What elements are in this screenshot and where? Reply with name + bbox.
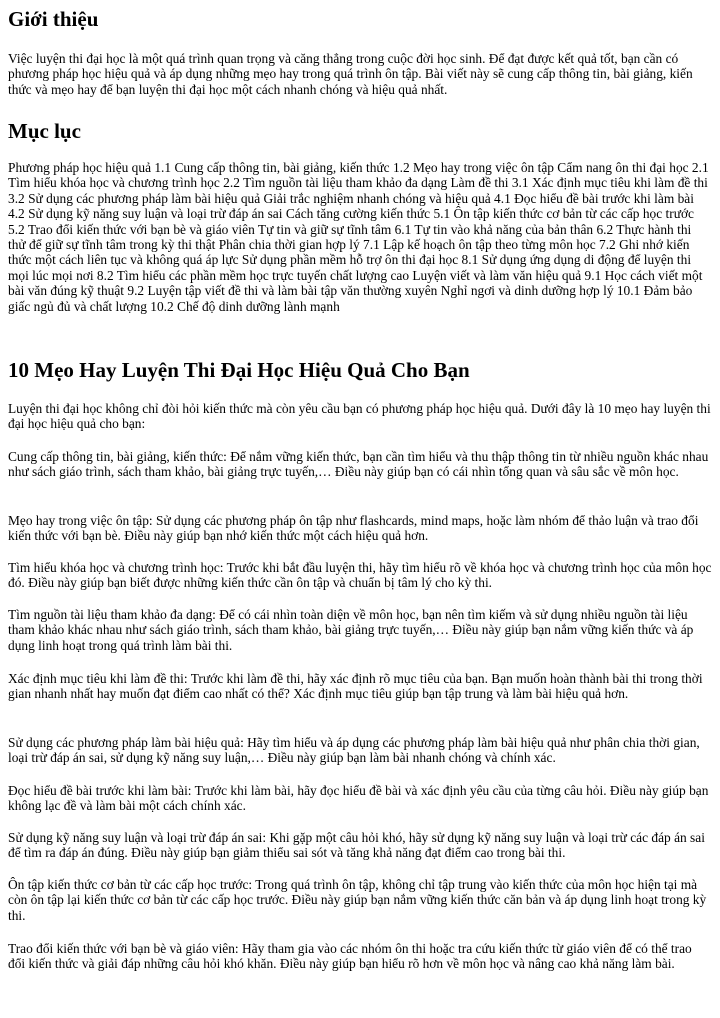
tip-paragraph-8: Sử dụng kỹ năng suy luận và loại trừ đáp án sai: Khi gặp một câu hỏi khó, hãy sử dụng kỹ năng suy luận và loại trừ các đáp án sai để tìm ra đáp án đúng. Điều này giúp bạn giảm thiểu sai sót và tăng khả năng đạt điểm cao trong bài thi.	[8, 830, 705, 861]
tip-paragraph-4: Tìm nguồn tài liệu tham khảo đa dạng: Để có cái nhìn toàn diện về môn học, bạn nên tìm kiếm và sử dụng nhiều nguồn tài liệu tham khảo khác nhau như sách giáo trình, sách tham khảo, bài giảng trực tuyến,… Điều này giúp bạn nắm vững kiến thức và áp dụng linh hoạt trong quá trình làm bài thi.	[8, 607, 694, 653]
intro-paragraph: Việc luyện thi đại học là một quá trình quan trọng và căng thẳng trong cuộc đời học sinh. Để đạt được kết quả tốt, bạn cần có phương pháp học hiệu quả và áp dụng những mẹo hay trong quá trình ôn tập. Bài viết này sẽ cung cấp thông tin, bài giảng, kiến thức và mẹo hay để bạn luyện thi đại học một cách nhanh chóng và hiệu quả nhất.	[8, 51, 693, 97]
toc-paragraph: Phương pháp học hiệu quả 1.1 Cung cấp thông tin, bài giảng, kiến thức 1.2 Mẹo hay trong việc ôn tập Cẩm nang ôn thi đại học 2.1 Tìm hiểu khóa học và chương trình học 2.2 Tìm nguồn tài liệu tham khảo đa dạng Làm đề thi 3.1 Xác định mục tiêu khi làm đề thi 3.2 Sử dụng các phương pháp làm bài hiệu quả Giải trắc nghiệm nhanh chóng và hiệu quả 4.1 Đọc hiểu đề bài trước khi làm bài 4.2 Sử dụng kỹ năng suy luận và loại trừ đáp án sai Cách tăng cường kiến thức 5.1 Ôn tập kiến thức cơ bản từ các cấp học trước 5.2 Trao đổi kiến thức với bạn bè và giáo viên Tự tin và giữ sự tĩnh tâm 6.1 Tự tin vào khả năng của bản thân 6.2 Thực hành thi thử để giữ sự tĩnh tâm trong kỳ thi thật Phân chia thời gian hợp lý 7.1 Lập kế hoạch ôn tập theo từng môn học 7.2 Ghi nhớ kiến thức một cách liên tục và không quá áp lực Sử dụng phần mềm hỗ trợ ôn thi đại học 8.1 Sử dụng ứng dụng di động để luyện thi mọi lúc mọi nơi 8.2 Tìm hiểu các phần mềm học trực tuyến chất lượng cao Luyện viết và làm văn hiệu quả 9.1 Học cách viết một bài văn đúng kỹ thuật 9.2 Luyện tập viết đề thi và làm bài tập văn thường xuyên Nghỉ ngơi và dinh dưỡng hợp lý 10.1 Đảm bảo giấc ngủ đủ và chất lượng 10.2 Chế độ dinh dưỡng lành mạnh	[8, 160, 709, 314]
tip-paragraph-10: Trao đổi kiến thức với bạn bè và giáo viên: Hãy tham gia vào các nhóm ôn thi hoặc tra cứu kiến thức từ giáo viên để có thể trao đổi kiến thức và giải đáp những câu hỏi khó khăn. Điều này giúp bạn hiểu rõ hơn về môn học và nâng cao khả năng làm bài.	[8, 941, 692, 972]
tip-paragraph-6: Sử dụng các phương pháp làm bài hiệu quả: Hãy tìm hiểu và áp dụng các phương pháp làm bài hiệu quả như phân chia thời gian, loại trừ đáp án sai, sử dụng kỹ năng suy luận,… Điều này giúp bạn làm bài nhanh chóng và chính xác.	[8, 735, 700, 766]
tip-paragraph-9: Ôn tập kiến thức cơ bản từ các cấp học trước: Trong quá trình ôn tập, không chỉ tập trung vào kiến thức của môn học hiện tại mà còn ôn tập lại kiến thức cơ bản từ các cấp học trước. Điều này giúp bạn nắm vững kiến thức căn bản và áp dụng linh hoạt trong kỳ thi.	[8, 877, 707, 923]
tip-paragraph-3: Tìm hiểu khóa học và chương trình học: Trước khi bắt đầu luyện thi, hãy tìm hiểu rõ về khóa học và chương trình học của môn học đó. Điều này giúp bạn biết được những kiến thức cần ôn tập và chuẩn bị tâm lý cho kỳ thi.	[8, 560, 712, 591]
tip-paragraph-2: Mẹo hay trong việc ôn tập: Sử dụng các phương pháp ôn tập như flashcards, mind maps, hoặc làm nhóm để thảo luận và trao đổi kiến thức với bạn bè. Điều này giúp bạn nhớ kiến thức một cách hiệu quả hơn.	[8, 513, 699, 544]
tip-paragraph-5: Xác định mục tiêu khi làm đề thi: Trước khi làm đề thi, hãy xác định rõ mục tiêu của bạn. Bạn muốn hoàn thành bài thi trong thời gian nhanh nhất hay muốn đạt điểm cao nhất có thể? Xác định mục tiêu giúp bạn tập trung và làm bài hiệu quả hơn.	[8, 671, 703, 702]
tip-paragraph-7: Đọc hiểu đề bài trước khi làm bài: Trước khi làm bài, hãy đọc hiểu đề bài và xác định yêu cầu của từng câu hỏi. Điều này giúp bạn không lạc đề và làm bài một cách chính xác.	[8, 783, 709, 814]
tip-paragraph-1: Cung cấp thông tin, bài giảng, kiến thức: Để nắm vững kiến thức, bạn cần tìm hiểu và thu thập thông tin từ nhiều nguồn khác nhau như sách giáo trình, sách tham khảo, bài giảng trực tuyến,… Điều này giúp bạn có cái nhìn tổng quan và sâu sắc về môn học.	[8, 449, 709, 480]
main-lead-paragraph: Luyện thi đại học không chỉ đòi hỏi kiến thức mà còn yêu cầu bạn có phương pháp học hiệu quả. Dưới đây là 10 mẹo hay luyện thi đại học hiệu quả cho bạn:	[8, 401, 711, 432]
intro-heading: Giới thiệu	[8, 7, 99, 31]
main-heading: 10 Mẹo Hay Luyện Thi Đại Học Hiệu Quả Cho Bạn	[8, 358, 470, 382]
toc-heading: Mục lục	[8, 119, 81, 143]
